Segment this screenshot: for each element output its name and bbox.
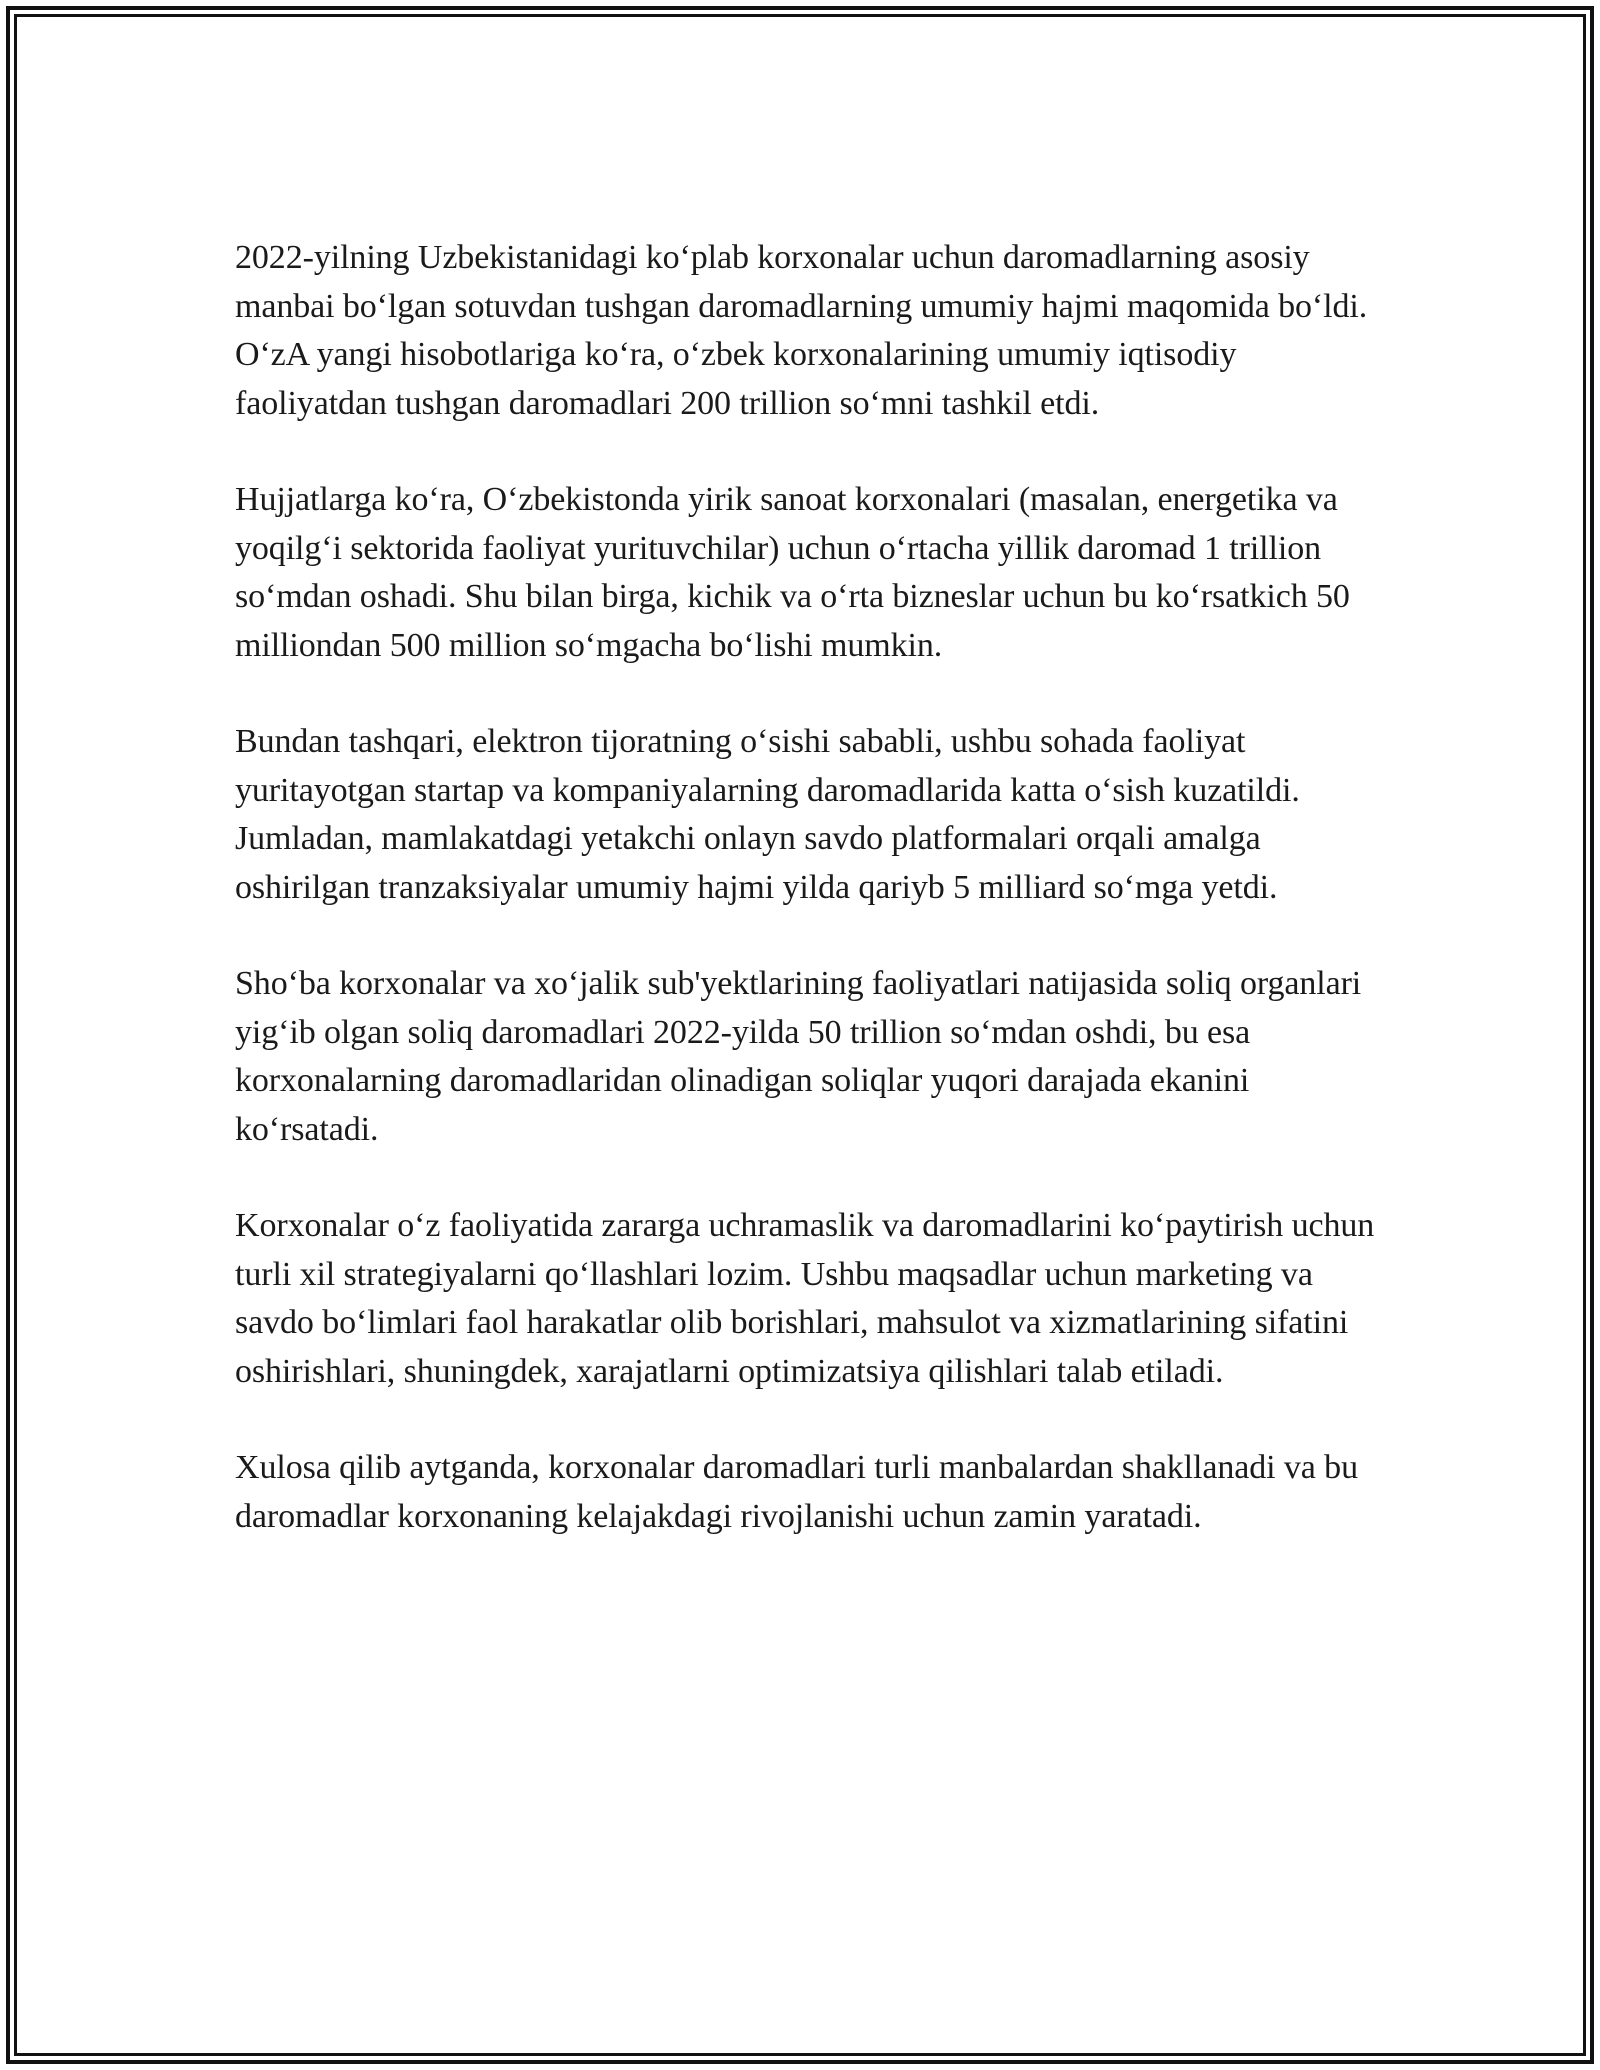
paragraph-conclusion: Xulosa qilib aytganda, korxonalar daromadlari turli manbalardan shakllanadi va bu daromadlar korxonaning kelajakdagi rivojlanishi uchun zamin yaratadi.	[235, 1449, 1358, 1535]
paragraph-industrial-income: Hujjatlarga ko‘ra, O‘zbekistonda yirik sanoat korxonalari (masalan, energetika va yoqilg‘i sektorida faoliyat yurituvchilar) uchun o‘rtacha yillik daromad 1 trillion so‘mdan oshadi. Shu bilan birga, kichik va o‘rta bizneslar uchun bu ko‘rsatkich 50 milliondan 500 million so‘mgacha bo‘lishi mumkin.	[235, 481, 1350, 664]
paragraph-ecommerce-growth: Bundan tashqari, elektron tijoratning o‘sishi sababli, ushbu sohada faoliyat yuritayotgan startap va kompaniyalarning daromadlarida katta o‘sish kuzatildi. Jumladan, mamlakatdagi yetakchi onlayn savdo platformalari orqali amalga oshirilgan tranzaksiyalar umumiy hajmi yilda qariyb 5 milliard so‘mga yetdi.	[235, 723, 1300, 906]
paragraph-sales-revenue: 2022-yilning Uzbekistanidagi ko‘plab korxonalar uchun daromadlarning asosiy manbai bo‘lgan sotuvdan tushgan daromadlarning umumiy hajmi maqomida bo‘ldi. O‘zA yangi hisobotlariga ko‘ra, o‘zbek korxonalarining umumiy iqtisodiy faoliyatdan tushgan daromadlari 200 trillion so‘mni tashkil etdi.	[235, 239, 1368, 422]
paragraph-strategies: Korxonalar o‘z faoliyatida zararga uchramaslik va daromadlarini ko‘paytirish uchun turli xil strategiyalarni qo‘llashlari lozim. Ushbu maqsadlar uchun marketing va savdo bo‘limlari faol harakatlar olib borishlari, mahsulot va xizmatlarining sifatini oshirishlari, shuningdek, xarajatlarni optimizatsiya qilishlari talab etiladi.	[235, 1207, 1375, 1390]
paragraph-tax-revenue: Sho‘ba korxonalar va xo‘jalik sub'yektlarining faoliyatlari natijasida soliq organlari yig‘ib olgan soliq daromadlari 2022-yilda 50 trillion so‘mdan oshdi, bu esa korxonalarning daromadlaridan olinadigan soliqlar yuqori darajada ekanini ko‘rsatadi.	[235, 965, 1362, 1148]
document-body	[235, 234, 1375, 1541]
